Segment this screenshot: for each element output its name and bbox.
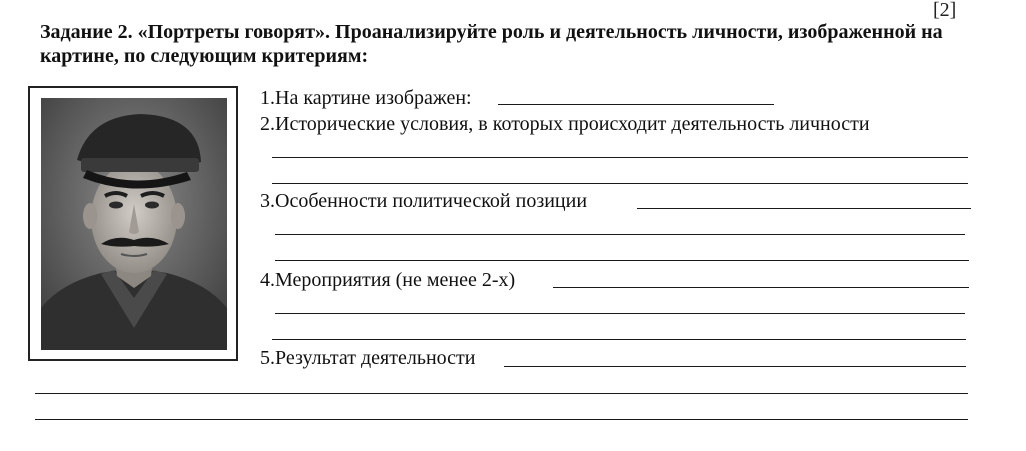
question-2-label: 2.Исторические условия, в которых происходит деятельность личности (260, 113, 870, 135)
answer-3-line-2[interactable] (275, 260, 969, 261)
portrait-image (41, 98, 227, 350)
answer-3-line-inline[interactable] (637, 208, 971, 209)
question-1-label: 1.На картине изображен: (260, 87, 472, 109)
answer-4-line-2[interactable] (272, 339, 966, 340)
answer-1-line[interactable] (498, 104, 774, 105)
question-4-label: 4.Мероприятия (не менее 2-х) (260, 269, 516, 291)
answer-3-line-1[interactable] (275, 234, 965, 235)
answer-4-line-1[interactable] (275, 313, 965, 314)
answer-5-line-inline[interactable] (504, 366, 966, 367)
answer-2-line-2[interactable] (272, 183, 968, 184)
question-5-label: 5.Результат деятельности (260, 347, 476, 369)
answer-4-line-inline[interactable] (553, 287, 969, 288)
task-title: Задание 2. «Портреты говорят». Проанализируйте роль и деятельность личности, изображенной на картине, по следующим критериям: (40, 21, 943, 67)
answer-5-line-1[interactable] (35, 393, 968, 394)
portrait-frame (28, 86, 238, 361)
answer-5-line-2[interactable] (35, 419, 968, 420)
score-mark: [2] (933, 0, 957, 21)
question-3-label: 3.Особенности политической позиции (260, 190, 588, 212)
answer-2-line-1[interactable] (272, 157, 968, 158)
